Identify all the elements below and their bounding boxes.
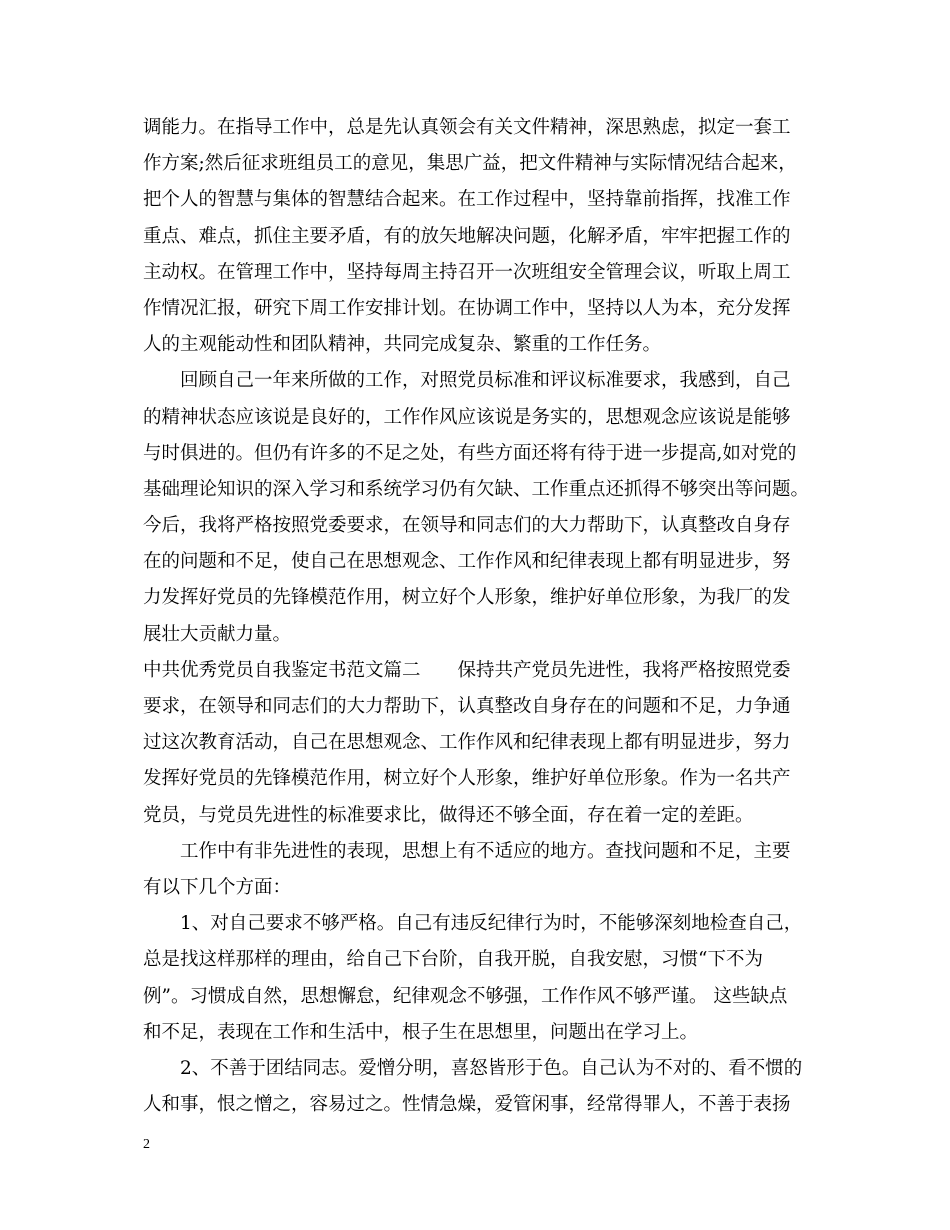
- text-line: 作情况汇报，研究下周工作安排计划。在协调工作中，坚持以人为本，充分发挥: [143, 297, 791, 319]
- text-line: 工作中有非先进性的表现，思想上有不适应的地方。查找问题和不足，主要: [180, 840, 791, 862]
- text-line: 例”。习惯成自然，思想懈怠，纪律观念不够强，工作作风不够严谨。 这些缺点: [143, 985, 788, 1007]
- text-line: 党员，与党员先进性的标准要求比，做得还不够全面，存在着一定的差距。: [143, 804, 754, 826]
- text-line: 总是找这样那样的理由，给自己下台阶，自我开脱，自我安慰，习惯“下不为: [143, 949, 763, 971]
- page-number: 2: [143, 1137, 150, 1152]
- text-line: 过这次教育活动，自己在思想观念、工作作风和纪律表现上都有明显进步，努力: [143, 732, 791, 754]
- text-line: 1、对自己要求不够严格。自己有违反纪律行为时，不能够深刻地检查自己，: [180, 913, 803, 935]
- text-line: 调能力。在指导工作中，总是先认真领会有关文件精神，深思熟虑，拟定一套工: [143, 117, 791, 138]
- text-line: 展壮大贡献力量。: [143, 623, 292, 645]
- text-line: 的精神状态应该说是良好的，工作作风应该说是务实的，思想观念应该说是能够: [143, 406, 791, 428]
- text-line: 重点、难点，抓住主要矛盾，有的放矢地解决问题，化解矛盾，牢牢把握工作的: [143, 225, 791, 247]
- text-line: 与时俱进的。但仍有许多的不足之处，有些方面还将有待于进一步提高,如对党的: [143, 442, 797, 464]
- text-line: 有以下几个方面：: [143, 876, 292, 898]
- text-line: 作方案;然后征求班组员工的意见，集思广益，把文件精神与实际情况结合起来，: [143, 153, 797, 175]
- text-line: 发挥好党员的先锋模范作用，树立好个人形象，维护好单位形象。作为一名共产: [143, 768, 791, 790]
- text-line: 把个人的智慧与集体的智慧结合起来。在工作过程中，坚持靠前指挥，找准工作: [143, 189, 791, 211]
- text-line: 2、不善于团结同志。爱憎分明，喜怒皆形于色。自己认为不对的、看不惯的: [180, 1057, 803, 1079]
- section-heading-line: 中共优秀党员自我鉴定书范文篇二 保持共产党员先进性，我将严格按照党委: [143, 659, 791, 681]
- text-line: 在的问题和不足，使自己在思想观念、工作作风和纪律表现上都有明显进步，努: [143, 551, 791, 573]
- text-line: 要求，在领导和同志们的大力帮助下，认真整改自身存在的问题和不足，力争通: [143, 696, 791, 717]
- text-line: 回顾自己一年来所做的工作，对照党员标准和评议标准要求，我感到，自己: [180, 370, 791, 392]
- text-line: 今后，我将严格按照党委要求，在领导和同志们的大力帮助下，认真整改自身存: [143, 515, 791, 537]
- document-body: [143, 110, 823, 1123]
- text-line: 人和事，恨之憎之，容易过之。性情急燥，爱管闲事，经常得罪人，不善于表扬: [143, 1094, 791, 1116]
- text-line: 和不足，表现在工作和生活中，根子生在思想里，问题出在学习上。: [143, 1021, 699, 1043]
- text-line: 主动权。在管理工作中，坚持每周主持召开一次班组安全管理会议，听取上周工: [143, 261, 791, 283]
- text-line: 人的主观能动性和团队精神，共同完成复杂、繁重的工作任务。: [143, 334, 662, 356]
- text-line: 力发挥好党员的先锋模范作用，树立好个人形象，维护好单位形象，为我厂的发: [143, 587, 791, 609]
- text-line: 基础理论知识的深入学习和系统学习仍有欠缺、工作重点还抓得不够突出等问题。: [143, 478, 810, 500]
